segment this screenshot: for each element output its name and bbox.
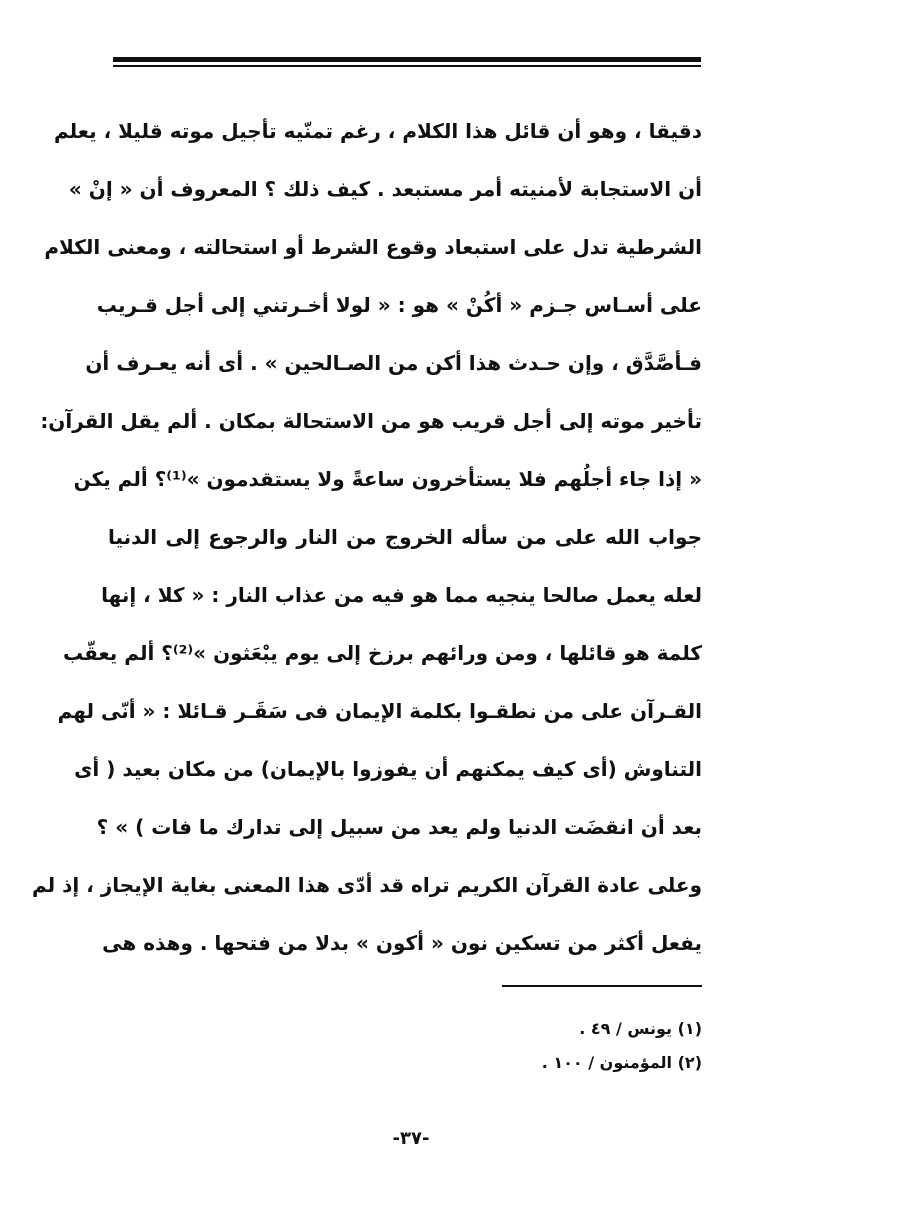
- footnote-separator: [502, 985, 702, 987]
- footnote-2: (٢) المؤمنون / ١٠٠ .: [541, 1053, 702, 1072]
- header-rule-thick: [113, 57, 701, 62]
- footnotes: [300, 1012, 702, 1080]
- text-line: جواب الله على من سأله الخروج من النار والرجوع إلى الدنيا: [108, 525, 702, 549]
- text-line: القـرآن على من نطقـوا بكلمة الإيمان فى سَقَـر قـائلا : « أنّى لهم: [57, 699, 702, 723]
- text-line: الشرطية تدل على استبعاد وقوع الشرط أو استحالته ، ومعنى الكلام: [44, 235, 702, 259]
- text-line: بعد أن انقضَت الدنيا ولم يعد من سبيل إلى تدارك ما فات ) » ؟: [96, 815, 702, 839]
- text-line: التناوش (أى كيف يمكنهم أن يفوزوا بالإيمان) من مكان بعيد ( أى: [74, 757, 702, 781]
- text-line: فـأصَّدَّق ، وإن حـدث هذا أكن من الصـالحين » . أى أنه يعـرف أن: [85, 351, 702, 375]
- text-line: أن الاستجابة لأمنيته أمر مستبعد . كيف ذلك ؟ المعروف أن « إنْ »: [68, 177, 702, 201]
- text-line: لعله يعمل صالحا ينجيه مما هو فيه من عذاب النار : « كلا ، إنها: [101, 583, 702, 607]
- text-line: تأخير موته إلى أجل قريب هو من الاستحالة بمكان . ألم يقل القرآن:: [40, 409, 702, 433]
- text-line: كلمة هو قائلها ، ومن ورائهم برزخ إلى يوم يبْعَثون »⁽²⁾؟ ألم يعقّب: [62, 641, 702, 665]
- header-rule-thin: [113, 65, 701, 67]
- text-line: « إذا جاء أجلُهم فلا يستأخرون ساعةً ولا يستقدمون »⁽¹⁾؟ ألم يكن: [73, 467, 702, 491]
- text-line: يفعل أكثر من تسكين نون « أكون » بدلا من فتحها . وهذه هى: [102, 931, 702, 955]
- text-line: دقيقا ، وهو أن قائل هذا الكلام ، رغم تمنّيه تأجيل موته قليلا ، يعلم: [53, 119, 702, 143]
- body-text: [31, 102, 702, 972]
- page-number: -٣٧-: [392, 1128, 430, 1149]
- text-line: على أسـاس جـزم « أكُنْ » هو : « لولا أخـرتني إلى أجل قـريب: [96, 293, 702, 317]
- footnote-1: (١) يونس / ٤٩ .: [579, 1019, 702, 1038]
- text-line: وعلى عادة القرآن الكريم تراه قد أدّى هذا المعنى بغاية الإيجاز ، إذ لم: [31, 873, 702, 897]
